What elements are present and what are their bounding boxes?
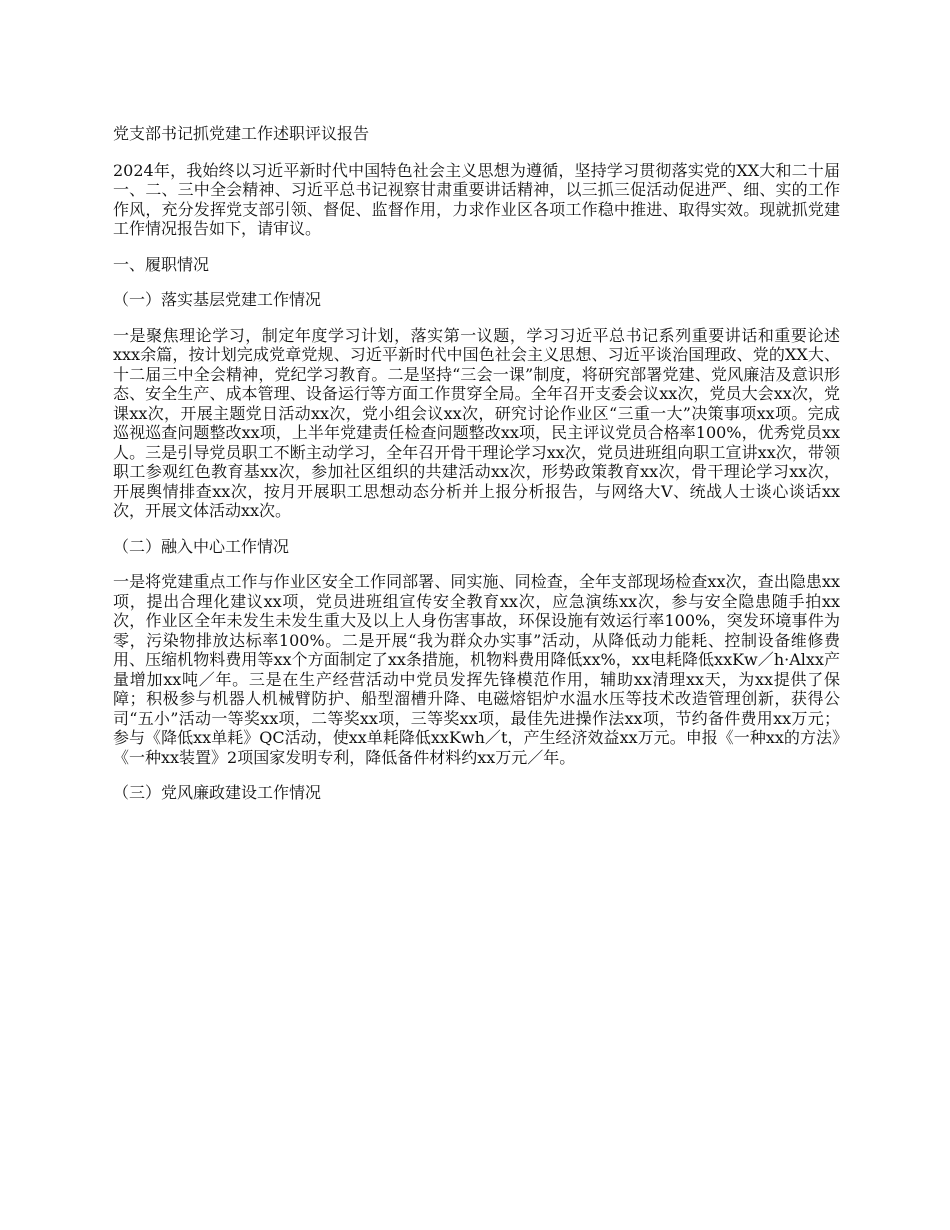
subsection-heading-integrity: （三）党风廉政建设工作情况 [113,783,322,802]
subsection-heading-central-work: （二）融入中心工作情况 [113,536,290,556]
section-heading-performance: 一、履职情况 [113,254,210,274]
party-building-paragraph: 一是聚焦理论学习，制定年度学习计划，落实第一议题，学习习近平总书记系列重要讲话和重要论述xxx余篇，按计划完成党章党规、习近平新时代中国色社会主义思想、习近平谈治国理政、党的XX大、十二届三中全会精神，党纪学习教育。二是坚持“三会一课”制度，将研究部署党建、党风廉洁及意识形态、安全生产、成本管理、设备运行等方面工作贯穿全局。全年召开支委会议xx次，党员大会xx次，党课xx次，开展主题党日活动xx次，党小组会议xx次，研究讨论作业区“三重一大”决策事项xx项。完成巡视巡查问题整改xx项，上半年党建责任检查问题整改xx项，民主评议党员合格率100%，优秀党员xx人。三是引导党员职工不断主动学习，全年召开骨干理论学习xx次，党员进班组向职工宣讲xx次，带领职工参观红色教育基xx次，参加社区组织的共建活动xx次，形势政策教育xx次，骨干理论学习xx次，开展舆情排查xx次，按月开展职工思想动态分析并上报分析报告，与网络大V、统战人士谈心谈话xx次，开展文体活动xx次。 [113,325,840,520]
document-page [113,124,840,819]
subsection-heading-party-building: （一）落实基层党建工作情况 [113,290,322,309]
central-work-paragraph: 一是将党建重点工作与作业区安全工作同部署、同实施、同检查，全年支部现场检查xx次，查出隐患xx项，提出合理化建议xx项，党员进班组宣传安全教育xx次，应急演练xx次，参与安全隐患随手拍xx次，作业区全年未发生未发生重大及以上人身伤害事故，环保设施有效运行率100%，突发环境事件为零，污染物排放达标率100%。二是开展“我为群众办实事”活动，从降低动力能耗、控制设备维修费用、压缩机物料费用等xx个方面制定了xx条措施，机物料费用降低xx%，xx电耗降低xxKw／h·Alxx产量增加xx吨／年。三是在生产经营活动中党员发挥先锋模范作用，辅助xx清理xx天，为xx提供了保障；积极参与机器人机械臂防护、船型溜槽升降、电磁熔铝炉水温水压等技术改造管理创新，获得公司“五小”活动一等奖xx项，二等奖xx项，三等奖xx项，最佳先进操作法xx项，节约备件费用xx万元；参与《降低xx单耗》QC活动，使xx单耗降低xxKwh／t，产生经济效益xx万元。申报《一种xx的方法》《一种xx装置》2项国家发明专利，降低备件材料约xx万元／年。 [113,572,840,767]
document-title: 党支部书记抓党建工作述职评议报告 [113,124,370,143]
intro-paragraph: 2024年，我始终以习近平新时代中国特色社会主义思想为遵循，坚持学习贯彻落实党的XX大和二十届一、二、三中全会精神、习近平总书记视察甘肃重要讲话精神，以三抓三促活动促进严、细、实的工作作风，充分发挥党支部引领、督促、监督作用，力求作业区各项工作稳中推进、取得实效。现就抓党建工作情况报告如下，请审议。 [113,160,840,238]
